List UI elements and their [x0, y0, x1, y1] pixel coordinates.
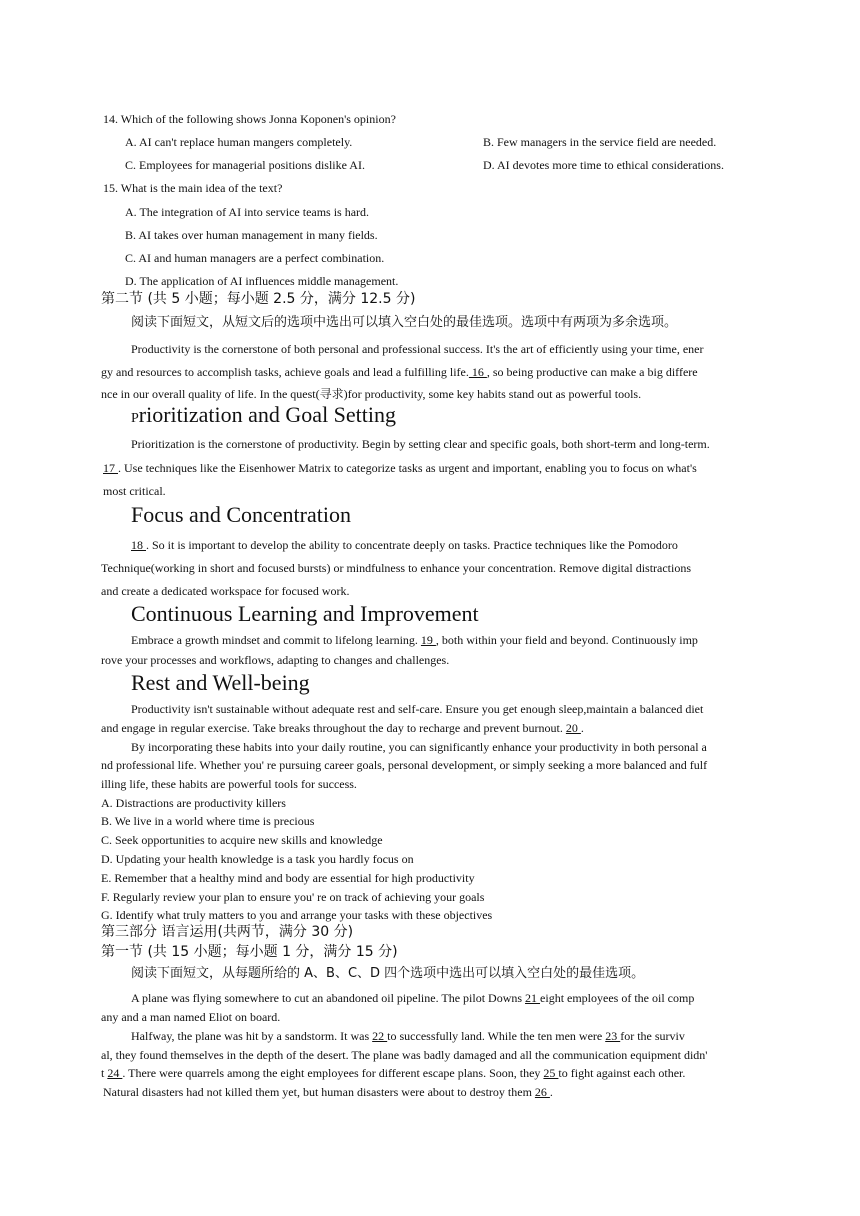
focus-line-3: and create a dedicated workspace for focused work.: [101, 584, 350, 598]
option-g: G. Identify what truly matters to you and arrange your tasks with these objectives: [101, 908, 493, 922]
section-2-instruction: 阅读下面短文，从短文后的选项中选出可以填入空白处的最佳选项。选项中有两项为多余选项。: [131, 315, 678, 330]
section-2-heading: 第二节 (共 5 小题；每小题 2.5 分，满分 12.5 分): [101, 291, 416, 307]
cloze-line-4: al, they found themselves in the depth of the desert. The plane was badly damaged and all the communication equipment didn': [101, 1048, 708, 1062]
conclusion-line-3: illing life, these habits are powerful tools for success.: [101, 777, 357, 791]
blank-25: 25: [543, 1066, 559, 1080]
focus-line-1: 18 . So it is important to develop the ability to concentrate deeply on tasks. Practice techniques like the Pomodoro: [131, 538, 678, 552]
question-15-option-a: A. The integration of AI into service teams is hard.: [125, 205, 370, 219]
part-3-heading: 第三部分 语言运用(共两节，满分 30 分): [101, 924, 354, 940]
prioritization-line-2: 17 . Use techniques like the Eisenhower Matrix to categorize tasks as urgent and important, enabling you to focus on what's: [103, 461, 697, 475]
question-14-option-b: B. Few managers in the service field are needed.: [483, 135, 717, 149]
option-c: C. Seek opportunities to acquire new skills and knowledge: [101, 833, 383, 847]
heading-learning: Continuous Learning and Improvement: [131, 601, 479, 626]
blank-24: 24: [107, 1066, 123, 1080]
blank-17: 17: [103, 461, 118, 475]
question-15-option-d: D. The application of AI influences middle management.: [125, 274, 399, 288]
question-14-option-d: D. AI devotes more time to ethical considerations.: [483, 158, 724, 172]
question-14-stem: 14. Which of the following shows Jonna Koponen's opinion?: [103, 112, 396, 126]
option-d: D. Updating your health knowledge is a task you hardly focus on: [101, 852, 414, 866]
heading-prioritization: Prioritization and Goal Setting: [131, 402, 397, 427]
focus-line-2: Technique(working in short and focused bursts) or mindfulness to enhance your concentration. Remove digital distractions: [101, 561, 692, 575]
part-3-section-1-heading: 第一节 (共 15 小题；每小题 1 分，满分 15 分): [101, 944, 398, 960]
question-14-option-a: A. AI can't replace human mangers completely.: [125, 135, 353, 149]
question-14-option-c: C. Employees for managerial positions dislike AI.: [125, 158, 365, 172]
heading-focus: Focus and Concentration: [131, 502, 351, 527]
cloze-line-1: A plane was flying somewhere to cut an abandoned oil pipeline. The pilot Downs 21 eight employees of the oil comp: [131, 991, 695, 1005]
option-f: F. Regularly review your plan to ensure you' re on track of achieving your goals: [101, 890, 485, 904]
learning-line-2: rove your processes and workflows, adapting to changes and challenges.: [101, 653, 450, 667]
cloze-line-6: Natural disasters had not killed them yet, but human disasters were about to destroy them 26 .: [103, 1085, 553, 1099]
part-3-instruction: 阅读下面短文，从每题所给的 A、B、C、D 四个选项中选出可以填入空白处的最佳选项。: [131, 966, 645, 981]
learning-line-1: Embrace a growth mindset and commit to lifelong learning. 19 , both within your field and beyond. Continuously imp: [131, 633, 698, 647]
cloze-line-5: t 24 . There were quarrels among the eight employees for different escape plans. Soon, they 25 to fight against each other.: [101, 1066, 686, 1080]
blank-22: 22: [372, 1029, 388, 1043]
prioritization-line-3: most critical.: [103, 484, 166, 498]
blank-26: 26: [534, 1085, 550, 1099]
blank-21: 21: [525, 991, 541, 1005]
option-a: A. Distractions are productivity killers: [101, 796, 286, 810]
blank-20: 20: [565, 721, 581, 735]
intro-line-3: nce in our overall quality of life. In the quest(寻求)for productivity, some key habits stand out as powerful tools.: [101, 387, 642, 401]
option-b: B. We live in a world where time is precious: [101, 814, 315, 828]
intro-line-2: gy and resources to accomplish tasks, achieve goals and lead a fulfilling life. 16 , so being productive can make a big differe: [101, 365, 698, 379]
intro-line-1: Productivity is the cornerstone of both personal and professional success. It's the art of efficiently using your time, ener: [131, 342, 704, 356]
question-15-option-b: B. AI takes over human management in many fields.: [125, 228, 378, 242]
blank-16: 16: [468, 365, 487, 379]
prioritization-line-1: Prioritization is the cornerstone of productivity. Begin by setting clear and specific goals, both short-term and long-term.: [131, 437, 710, 451]
blank-23: 23: [605, 1029, 621, 1043]
conclusion-line-1: By incorporating these habits into your daily routine, you can significantly enhance your productivity in both personal a: [131, 740, 707, 754]
cloze-line-3: Halfway, the plane was hit by a sandstorm. It was 22 to successfully land. While the ten men were 23 for the surviv: [131, 1029, 685, 1043]
cloze-line-2: any and a man named Eliot on board.: [101, 1010, 281, 1024]
question-15-stem: 15. What is the main idea of the text?: [103, 181, 283, 195]
question-15-option-c: C. AI and human managers are a perfect combination.: [125, 251, 385, 265]
conclusion-line-2: nd professional life. Whether you' re pursuing career goals, personal development, or simply seeking a more balanced and fulf: [101, 758, 708, 772]
heading-rest: Rest and Well-being: [131, 670, 310, 695]
blank-18: 18: [131, 538, 146, 552]
rest-line-2: and engage in regular exercise. Take breaks throughout the day to recharge and prevent burnout. 20 .: [101, 721, 584, 735]
blank-19: 19: [420, 633, 436, 647]
rest-line-1: Productivity isn't sustainable without adequate rest and self-care. Ensure you get enough sleep,maintain a balanced diet: [131, 702, 704, 716]
option-e: E. Remember that a healthy mind and body are essential for high productivity: [101, 871, 475, 885]
